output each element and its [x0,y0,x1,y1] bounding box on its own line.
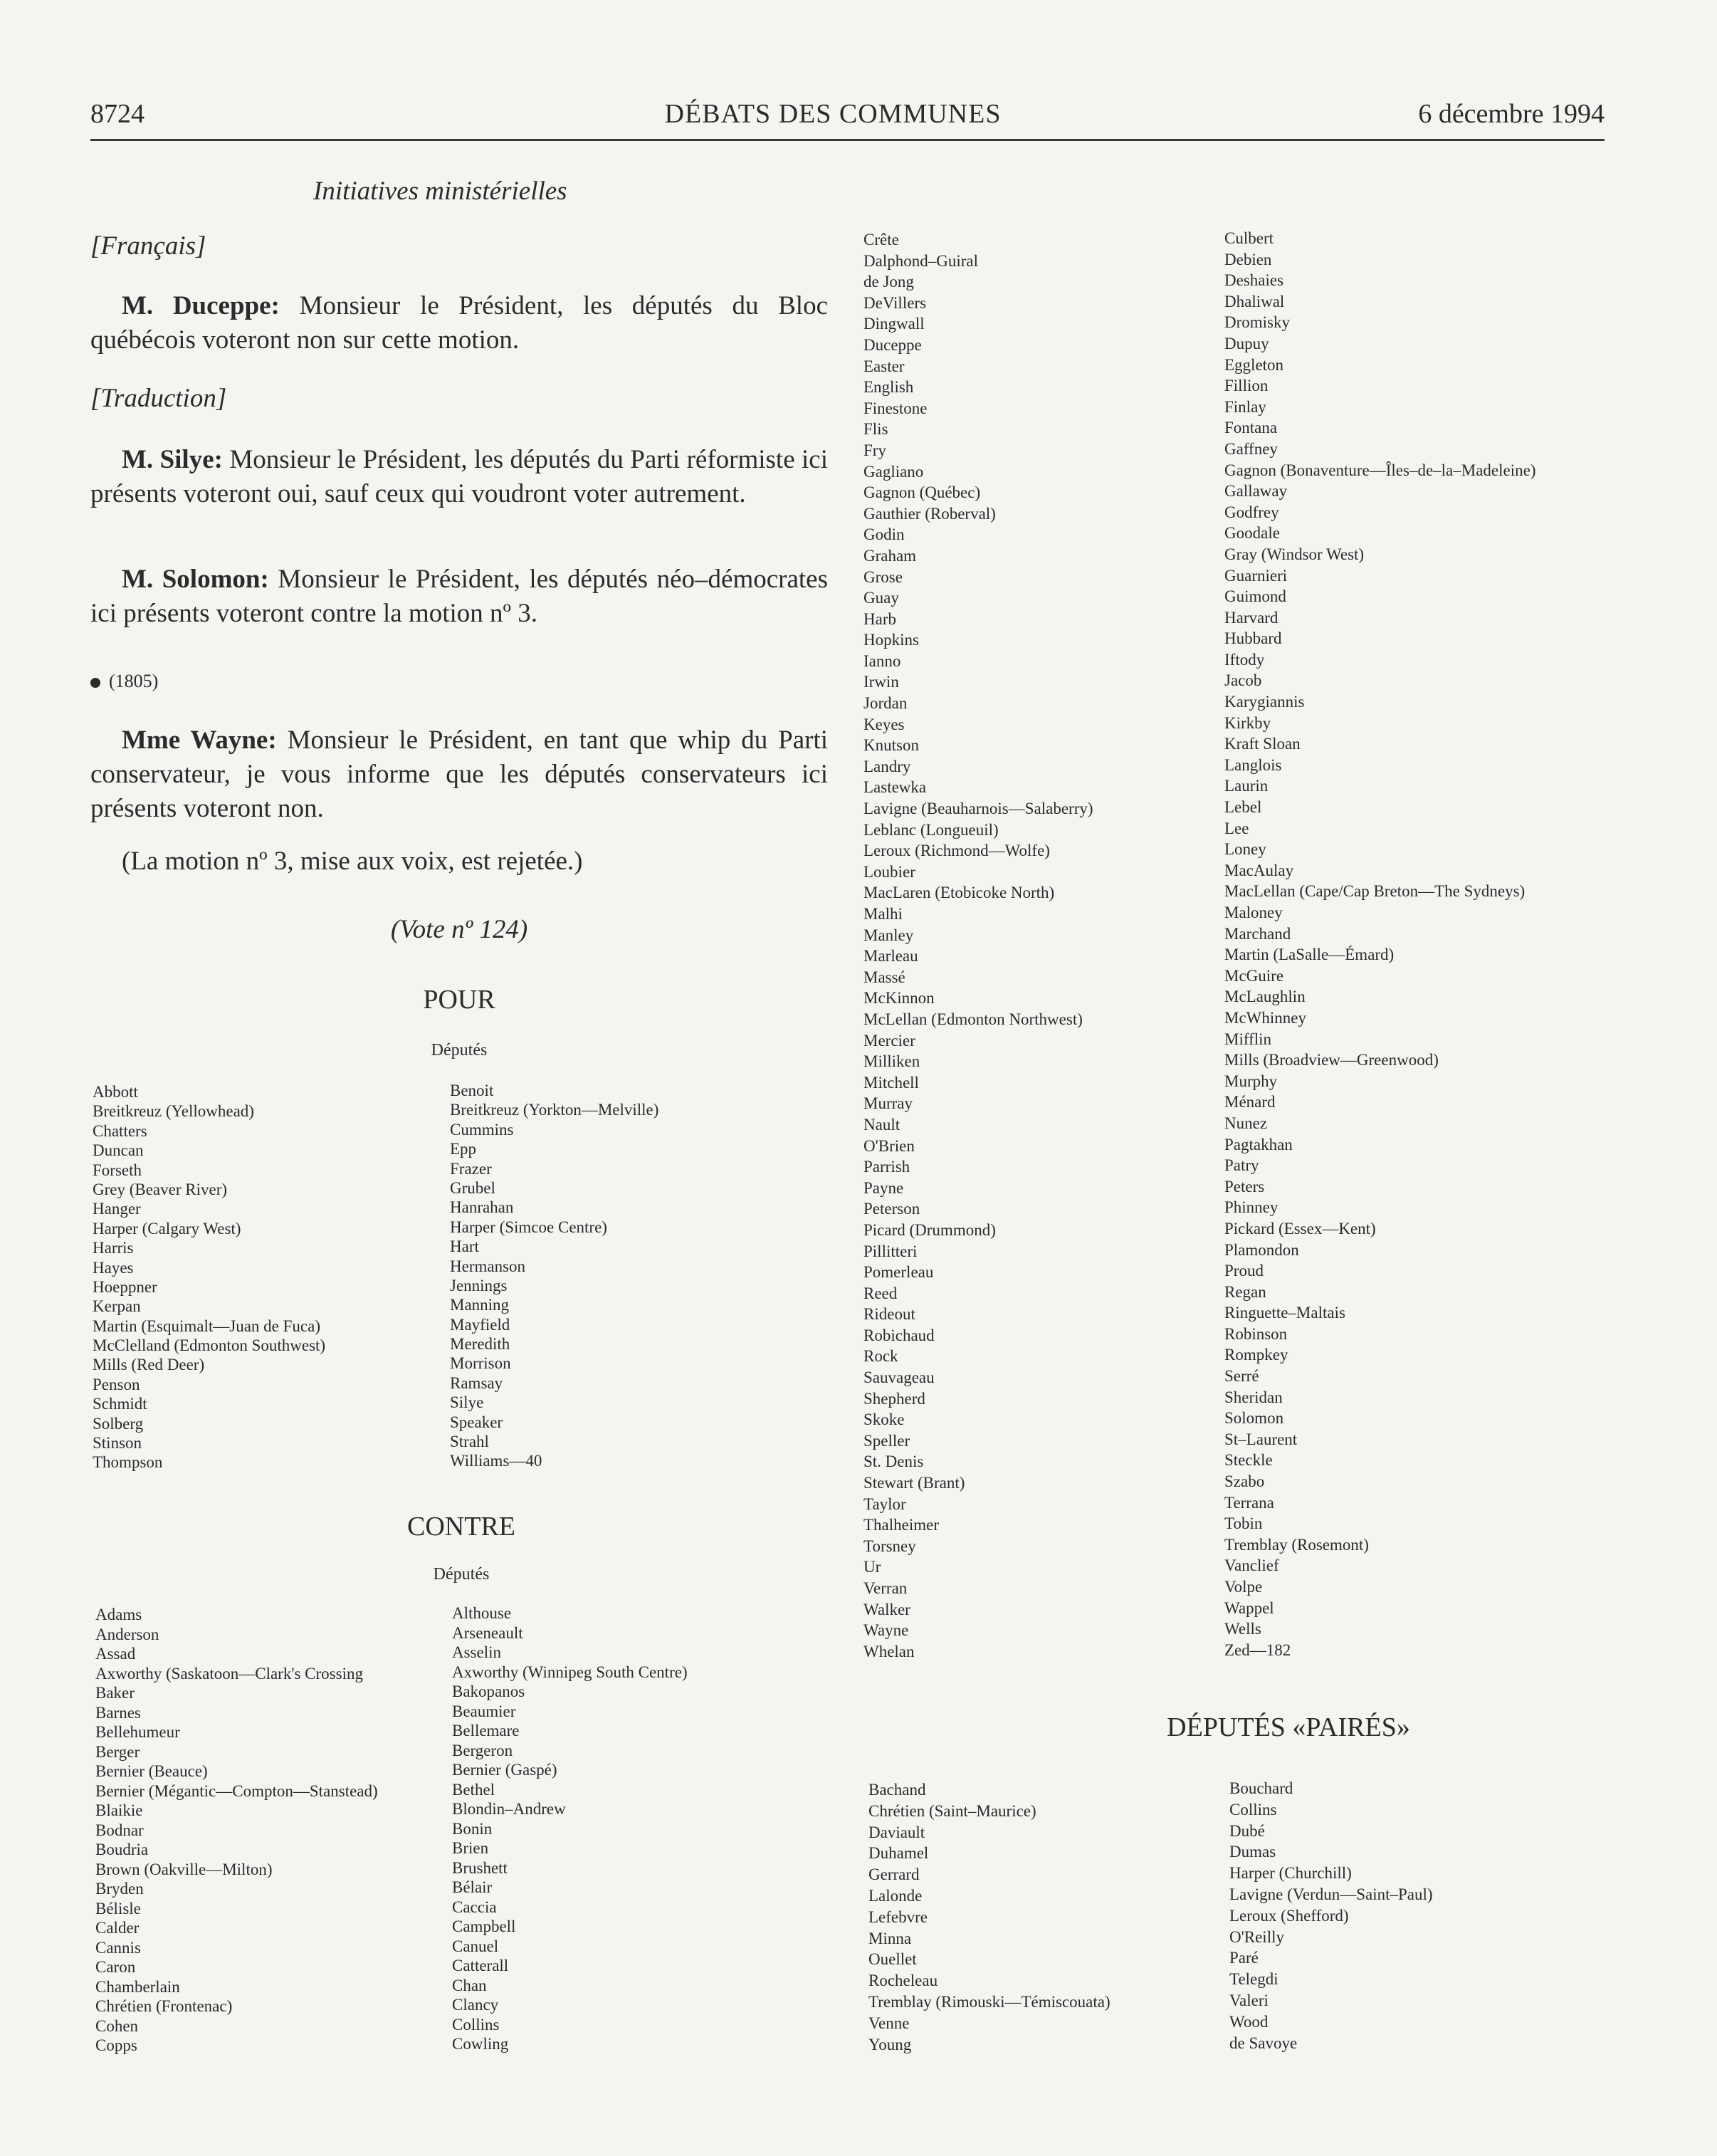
member-name: Breitkreuz (Yellowhead) [93,1102,254,1121]
member-name: Loubier [863,862,915,881]
member-name: Guimond [1224,587,1286,606]
member-name: Reed [863,1284,898,1302]
member-name: Zed—182 [1224,1640,1291,1659]
member-name: Baker [95,1684,135,1702]
member-name: Tremblay (Rosemont) [1224,1535,1369,1554]
member-name: Thalheimer [863,1516,940,1534]
member-name: Dubé [1229,1821,1265,1840]
member-name: Morrison [450,1354,511,1373]
speaker-name: Mme Wayne: [122,726,277,755]
member-name: Jacob [1224,671,1262,690]
member-name: Harper (Calgary West) [93,1219,241,1237]
member-name: Kirkby [1224,713,1271,732]
member-name: Ianno [863,651,901,670]
member-name: Arseneault [452,1623,523,1642]
publication-date: 6 décembre 1994 [1418,99,1605,129]
member-name: Clancy [452,1996,499,2014]
member-name: Mayfield [450,1315,510,1334]
bullet-icon [90,678,100,688]
member-name: Hubbard [1224,629,1282,648]
member-name: Stinson [93,1434,142,1453]
member-name: Fillion [1224,377,1269,395]
member-name: St. Denis [863,1453,924,1471]
member-name: Nunez [1224,1114,1268,1132]
member-name: Lalonde [868,1886,923,1905]
page-number: 8724 [90,99,145,129]
member-name: Nault [863,1115,900,1134]
member-name: Peterson [863,1200,920,1218]
member-name: Goodale [1224,524,1280,543]
member-name: Ringuette–Maltais [1224,1304,1345,1322]
contre-subheading: Députés [433,1565,490,1584]
member-name: Chrétien (Saint–Maurice) [868,1801,1036,1820]
member-name: Hopkins [863,631,919,649]
member-name: Axworthy (Saskatoon—Clark's Crossing [95,1664,363,1683]
member-name: Keyes [863,715,905,733]
member-name: Mills (Broadview—Greenwood) [1224,1051,1439,1069]
member-name: Collins [1229,1800,1277,1819]
member-name: Harris [93,1239,134,1257]
member-name: McClelland (Edmonton Southwest) [93,1336,326,1355]
member-name: Plamondon [1224,1240,1299,1259]
member-name: Karygiannis [1224,693,1305,711]
member-name: Hayes [93,1258,134,1277]
member-name: Brien [452,1839,489,1857]
member-name: Cohen [95,2016,139,2035]
member-name: Patry [1224,1156,1259,1175]
member-name: Ménard [1224,1093,1276,1111]
member-name: Cummins [450,1120,514,1139]
member-name: Bouchard [1229,1779,1293,1797]
member-name: Kraft Sloan [1224,735,1301,753]
member-name: Wayne [863,1621,909,1640]
member-name: Strahl [450,1433,489,1451]
member-name: Graham [863,546,917,565]
member-name: Assad [95,1645,136,1663]
member-name: Bernier (Gaspé) [452,1761,557,1779]
member-name: Dalphond–Guiral [863,251,978,270]
member-name: Grey (Beaver River) [93,1180,228,1198]
member-name: Bellehumeur [95,1723,180,1741]
section-rubric: Initiatives ministérielles [313,177,567,206]
member-name: de Jong [863,273,914,291]
member-name: Benoit [450,1082,494,1099]
member-name: Chamberlain [95,1977,180,1996]
member-name: Iftody [1224,650,1265,669]
timestamp: (1805) [90,671,158,692]
member-name: Mills (Red Deer) [93,1356,205,1374]
member-name: Venne [868,2014,910,2032]
member-name: Grose [863,567,903,586]
member-name: Volpe [1224,1578,1263,1596]
member-name: Bodnar [95,1821,144,1839]
member-name: Easter [863,357,905,375]
paragraph-wayne [90,723,828,826]
member-name: Kerpan [93,1297,141,1316]
member-name: Tremblay (Rimouski—Témiscouata) [868,1992,1110,2011]
member-name: Pickard (Essex—Kent) [1224,1219,1376,1237]
member-name: Walker [863,1600,910,1618]
member-name: Mercier [863,1031,915,1050]
contre-heading: CONTRE [407,1512,515,1542]
member-name: Young [868,2035,912,2053]
member-name: MacLellan (Cape/Cap Breton—The Sydneys) [1224,882,1526,901]
member-name: Ouellet [868,1950,917,1969]
member-name: Ramsay [450,1373,503,1392]
member-name: Hart [450,1237,479,1256]
member-name: Jennings [450,1276,508,1294]
member-name: de Savoye [1229,2034,1298,2052]
member-name: Maloney [1224,904,1283,921]
member-name: Gerrard [868,1865,920,1884]
member-name: Sauvageau [863,1369,935,1387]
member-name: DeVillers [863,293,927,312]
member-name: Massé [863,968,905,986]
member-name: Serré [1224,1367,1259,1386]
motion-result: (La motion nº 3, mise aux voix, est rejetée.) [122,847,583,876]
member-name: Malhi [863,905,903,923]
member-name: Copps [95,2036,137,2054]
member-name: Gagnon (Bonaventure—Îles–de–la–Madeleine) [1224,461,1536,479]
member-name: Bonin [452,1819,493,1838]
member-name: Caron [95,1958,136,1976]
member-name: Duceppe [863,335,922,354]
member-name: Landry [863,757,911,775]
member-name: Marchand [1224,924,1291,943]
member-name: Harb [863,609,896,628]
publication-title: DÉBATS DES COMMUNES [664,99,1002,129]
member-name: Grubel [450,1178,495,1197]
member-name: Leroux (Shefford) [1229,1906,1349,1925]
member-name: Manning [450,1296,510,1314]
member-name: Chatters [93,1121,147,1140]
member-name: Hanger [93,1200,141,1218]
speech-text: Monsieur le Président, en tant que whip du Parti conservateur, je vous informe que les députés conservateurs ici présents voteront non. [90,726,828,823]
member-name: Pillitteri [863,1242,918,1260]
member-name: Martin (Esquimalt—Juan de Fuca) [93,1317,321,1335]
member-name: Hanrahan [450,1198,514,1217]
contre-list-col3 [863,229,1093,1662]
language-marker-translation: [Traduction] [90,384,227,413]
member-name: Bernier (Beauce) [95,1762,208,1780]
member-name: Epp [450,1140,477,1158]
paires-list-col1 [868,1780,1110,2056]
member-name: McWhinney [1224,1008,1306,1027]
member-name: Culbert [1224,229,1274,247]
member-name: Lavigne (Verdun—Saint–Paul) [1229,1885,1433,1903]
member-name: Bachand [868,1781,926,1799]
member-name: Robinson [1224,1324,1288,1343]
member-name: Ur [863,1558,881,1576]
member-name: Canuel [452,1937,499,1955]
member-name: Wood [1229,2012,1269,2031]
member-name: Rideout [863,1305,915,1324]
member-name: O'Brien [863,1136,915,1155]
member-name: Dingwall [863,315,925,333]
member-name: Skoke [863,1411,905,1429]
paires-heading: DÉPUTÉS «PAIRÉS» [1167,1712,1410,1742]
member-name: Paré [1229,1949,1259,1967]
member-name: Leroux (Richmond—Wolfe) [863,842,1050,860]
member-name: Gagliano [863,462,924,481]
member-name: Bellemare [452,1722,520,1739]
member-name: Dupuy [1224,334,1269,352]
member-name: Brown (Oakville—Milton) [95,1860,273,1878]
member-name: Bethel [452,1780,495,1799]
member-name: Bernier (Mégantic—Compton—Stanstead) [95,1781,378,1800]
member-name: Rocheleau [868,1972,938,1990]
header-rule [90,139,1605,141]
speech-text: Monsieur le Président, les députés du Parti réformiste ici présents voteront oui, sauf ceux qui voudront voter autrement. [90,445,828,508]
member-name: Bergeron [452,1741,513,1759]
member-name: Taylor [863,1495,906,1513]
member-name: Speller [863,1431,910,1450]
member-name: Picard (Drummond) [863,1220,996,1239]
member-name: Collins [452,2015,500,2034]
pour-heading: POUR [423,985,495,1015]
member-name: Dromisky [1224,313,1290,332]
member-name: Boudria [95,1841,149,1858]
member-name: Robichaud [863,1326,935,1344]
member-name: St–Laurent [1224,1430,1298,1448]
member-name: Debien [1224,250,1272,268]
member-name: Althouse [452,1604,512,1622]
speaker-name: M. Silye: [122,445,223,474]
member-name: Loney [1224,840,1266,859]
member-name: Guarnieri [1224,566,1288,585]
member-name: Shepherd [863,1389,925,1408]
member-name: Cowling [452,2035,509,2053]
member-name: Bélisle [95,1899,141,1917]
member-name: Penson [93,1375,140,1393]
member-name: Telegdi [1229,1970,1278,1989]
member-name: Gagnon (Québec) [863,483,981,502]
member-name: Murphy [1224,1072,1278,1090]
member-name: Marleau [863,947,918,966]
member-name: Godin [863,525,905,544]
member-name: McKinnon [863,989,935,1008]
member-name: Torsney [863,1537,916,1555]
member-name: Tobin [1224,1514,1263,1533]
member-name: Wells [1224,1620,1261,1638]
speech-text: Monsieur le Président, les députés néo–démocrates ici présents voteront contre la motion nº 3. [90,565,829,628]
member-name: Szabo [1224,1472,1265,1491]
member-name: Dumas [1229,1843,1276,1861]
member-name: Deshaies [1224,271,1284,290]
member-name: Leblanc (Longueuil) [863,820,999,839]
member-name: O'Reilly [1229,1927,1284,1946]
member-name: Martin (LaSalle—Émard) [1224,946,1395,964]
member-name: Wappel [1224,1598,1274,1617]
member-name: Hoeppner [93,1277,157,1296]
contre-list-col2 [452,1603,688,2054]
speech-text: Monsieur le Président, les députés du Bloc québécois voteront non sur cette motion. [90,291,829,355]
member-name: Harvard [1224,608,1278,627]
member-name: Rompkey [1224,1346,1288,1364]
member-name: Jordan [863,694,908,713]
member-name: Blondin–Andrew [452,1800,566,1818]
member-name: Chan [452,1976,487,1994]
member-name: Adams [95,1606,142,1623]
member-name: Schmidt [93,1395,147,1413]
member-name: Proud [1224,1262,1264,1280]
member-name: Breitkreuz (Yorkton—Melville) [450,1101,659,1119]
member-name: Speaker [450,1413,503,1431]
member-name: Godfrey [1224,503,1279,521]
member-name: Guay [863,589,899,607]
language-marker-french: [Français] [90,231,206,261]
member-name: Hermanson [450,1257,526,1275]
contre-list-col1 [95,1605,378,2056]
member-name: Brushett [452,1858,508,1877]
member-name: Crête [863,231,899,248]
member-name: Terrana [1224,1493,1274,1512]
member-name: Campbell [452,1917,516,1935]
member-name: Whelan [863,1642,915,1660]
member-name: Solomon [1224,1409,1284,1428]
member-name: Lefebvre [868,1908,928,1926]
member-name: Blaikie [95,1801,143,1819]
member-name: Finlay [1224,397,1266,416]
member-name: Verran [863,1579,908,1597]
member-name: Duhamel [868,1844,929,1863]
member-name: Pagtakhan [1224,1135,1293,1153]
member-name: Thompson [93,1453,163,1472]
member-name: Gray (Windsor West) [1224,545,1365,563]
member-name: Berger [95,1742,140,1761]
member-name: Lavigne (Beauharnois—Salaberry) [863,800,1093,818]
paragraph-solomon [90,562,828,631]
member-name: Regan [1224,1282,1266,1301]
member-name: MacAulay [1224,861,1294,879]
member-name: Abbott [93,1083,138,1101]
member-name: MacLaren (Etobicoke North) [863,884,1055,902]
paragraph-silye [90,443,828,511]
member-name: Fontana [1224,419,1278,437]
member-name: McLaughlin [1224,988,1306,1006]
member-name: Bakopanos [452,1683,525,1700]
member-name: Phinney [1224,1198,1278,1217]
member-name: Dhaliwal [1224,292,1285,310]
member-name: Gaffney [1224,439,1278,458]
member-name: Lee [1224,819,1249,837]
member-name: Payne [863,1178,904,1197]
member-name: Harper (Churchill) [1229,1864,1352,1883]
member-name: Solberg [93,1414,144,1433]
member-name: Flis [863,420,888,439]
member-name: Harper (Simcoe Centre) [450,1218,607,1236]
contre-list-col4 [1224,228,1535,1660]
member-name: Finestone [863,399,928,417]
speaker-name: M. Solomon: [122,565,269,594]
member-name: Steckle [1224,1451,1273,1470]
member-name: Eggleton [1224,355,1284,374]
member-name: Stewart (Brant) [863,1474,965,1492]
member-name: Langlois [1224,755,1282,774]
member-name: Milliken [863,1052,920,1071]
member-name: Gauthier (Roberval) [863,504,996,523]
member-name: Rock [863,1347,898,1366]
member-name: Murray [863,1094,913,1113]
member-name: Daviault [868,1823,925,1841]
member-name: Mitchell [863,1073,919,1092]
member-name: Knutson [863,736,919,755]
member-name: McLellan (Edmonton Northwest) [863,1010,1083,1028]
member-name: Catterall [452,1957,509,1974]
member-name: Anderson [95,1625,159,1643]
member-name: Minna [868,1929,912,1947]
member-name: Manley [863,926,914,944]
paires-list-col2 [1229,1779,1433,2054]
member-name: Vanclief [1224,1556,1279,1575]
paragraph-duceppe [90,289,828,357]
member-name: Asselin [452,1643,501,1661]
member-name: Calder [95,1919,140,1937]
member-name: Lebel [1224,798,1262,817]
speaker-name: M. Duceppe: [122,291,280,320]
member-name: Duncan [93,1141,144,1160]
member-name: Gallaway [1224,482,1288,501]
member-name: Forseth [93,1161,142,1179]
member-name: Chrétien (Frontenac) [95,1997,233,2015]
member-name: Bryden [95,1880,144,1898]
member-name: Lastewka [863,778,927,797]
member-name: Frazer [450,1159,492,1178]
member-name: Valeri [1229,1991,1269,2009]
member-name: Sheridan [1224,1388,1283,1406]
member-name: McGuire [1224,966,1284,985]
member-name: Peters [1224,1177,1265,1195]
member-name: Axworthy (Winnipeg South Centre) [452,1663,688,1681]
member-name: Pomerleau [863,1263,934,1282]
member-name: Mifflin [1224,1030,1272,1048]
member-name: Beaumier [452,1702,516,1720]
pour-list-col1 [93,1082,325,1472]
member-name: Caccia [452,1898,497,1916]
pour-subheading: Députés [431,1041,488,1059]
member-name: Fry [863,441,886,459]
member-name: Parrish [863,1158,910,1176]
member-name: Silye [450,1393,484,1412]
member-name: Cannis [95,1938,141,1957]
pour-list-col2 [450,1081,658,1471]
member-name: Irwin [863,673,899,691]
member-name: Williams—40 [450,1452,542,1470]
member-name: Barnes [95,1703,141,1722]
member-name: English [863,378,914,397]
member-name: Bélair [452,1878,493,1896]
member-name: Laurin [1224,777,1269,795]
member-name: Meredith [450,1335,510,1354]
vote-number: (Vote nº 124) [390,915,528,944]
